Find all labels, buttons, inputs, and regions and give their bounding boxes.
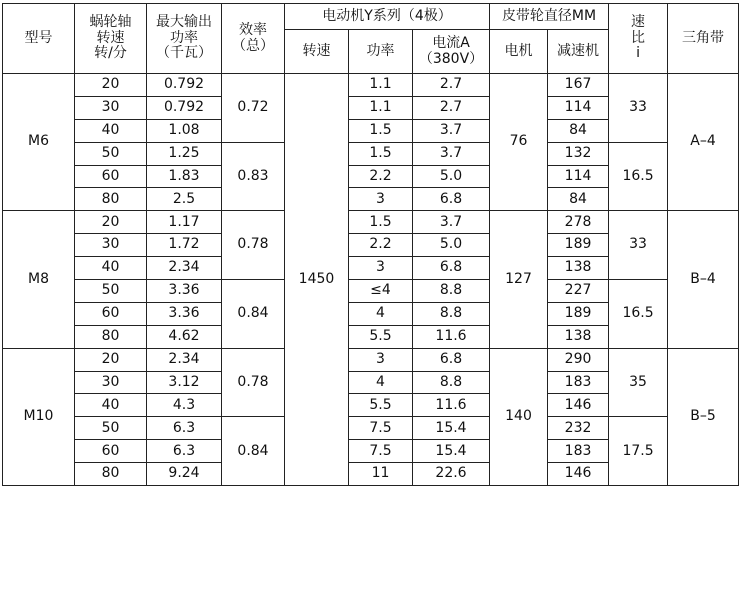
cell-motor-power: 7.5 [349,417,413,440]
cell-motor-current: 15.4 [413,440,490,463]
cell-motor-current: 11.6 [413,394,490,417]
cell-motor-current: 3.7 [413,142,490,165]
cell-worm-speed: 20 [75,74,147,97]
cell-efficiency: 0.78 [222,211,285,280]
cell-motor-power: 1.1 [349,74,413,97]
cell-worm-speed: 20 [75,211,147,234]
cell-model: M8 [3,211,75,348]
cell-motor-current: 5.0 [413,234,490,257]
cell-pulley-reducer: 278 [548,211,609,234]
cell-max-power: 0.792 [147,96,222,119]
reducer-spec-table [2,3,739,486]
header-motor-speed: 转速 [285,30,349,74]
header-pulley-group: 皮带轮直径MM [490,4,609,30]
cell-ratio: 33 [609,211,668,280]
cell-model: M10 [3,348,75,485]
cell-pulley-reducer: 189 [548,302,609,325]
cell-max-power: 9.24 [147,463,222,486]
cell-motor-current: 8.8 [413,280,490,303]
cell-pulley-reducer: 114 [548,96,609,119]
cell-max-power: 3.36 [147,302,222,325]
cell-pulley-reducer: 132 [548,142,609,165]
cell-motor-power: 3 [349,188,413,211]
cell-worm-speed: 40 [75,257,147,280]
cell-motor-speed: 1450 [285,74,349,486]
cell-motor-power: 2.2 [349,165,413,188]
cell-max-power: 1.72 [147,234,222,257]
cell-worm-speed: 50 [75,280,147,303]
cell-pulley-reducer: 146 [548,394,609,417]
cell-motor-power: 5.5 [349,325,413,348]
cell-worm-speed: 20 [75,348,147,371]
cell-efficiency: 0.78 [222,348,285,417]
cell-max-power: 2.5 [147,188,222,211]
cell-motor-current: 2.7 [413,96,490,119]
cell-worm-speed: 50 [75,142,147,165]
cell-motor-power: 1.5 [349,142,413,165]
cell-motor-power: 1.1 [349,96,413,119]
cell-efficiency: 0.84 [222,417,285,486]
cell-pulley-reducer: 114 [548,165,609,188]
cell-pulley-reducer: 138 [548,325,609,348]
header-motor-power: 功率 [349,30,413,74]
table-row [3,348,739,371]
cell-pulley-reducer: 167 [548,74,609,97]
cell-max-power: 0.792 [147,74,222,97]
cell-motor-current: 3.7 [413,211,490,234]
cell-motor-current: 6.8 [413,348,490,371]
cell-pulley-motor: 76 [490,74,548,211]
cell-motor-current: 5.0 [413,165,490,188]
header-vbelt: 三角带 [668,4,739,74]
header-max-power: 最大输出 功率 （千瓦） [147,4,222,74]
cell-pulley-reducer: 183 [548,440,609,463]
cell-efficiency: 0.84 [222,280,285,349]
cell-worm-speed: 40 [75,119,147,142]
cell-worm-speed: 60 [75,302,147,325]
cell-max-power: 1.17 [147,211,222,234]
cell-motor-power: 7.5 [349,440,413,463]
cell-motor-current: 15.4 [413,417,490,440]
cell-motor-power: ≤4 [349,280,413,303]
cell-worm-speed: 60 [75,440,147,463]
spec-table-wrapper [2,3,738,591]
cell-ratio: 33 [609,74,668,143]
cell-motor-current: 22.6 [413,463,490,486]
header-pulley-motor: 电机 [490,30,548,74]
cell-motor-current: 11.6 [413,325,490,348]
header-worm-speed: 蜗轮轴 转速 转/分 [75,4,147,74]
cell-max-power: 4.62 [147,325,222,348]
header-motor-current: 电流A （380V） [413,30,490,74]
cell-worm-speed: 60 [75,165,147,188]
cell-motor-current: 3.7 [413,119,490,142]
cell-motor-power: 1.5 [349,211,413,234]
cell-motor-power: 4 [349,371,413,394]
cell-pulley-reducer: 138 [548,257,609,280]
cell-pulley-motor: 127 [490,211,548,348]
cell-pulley-reducer: 232 [548,417,609,440]
header-ratio: 速 比 i [609,4,668,74]
cell-motor-power: 4 [349,302,413,325]
cell-efficiency: 0.72 [222,74,285,143]
table-row [3,74,739,97]
cell-max-power: 6.3 [147,440,222,463]
cell-motor-power: 3 [349,257,413,280]
cell-ratio: 17.5 [609,417,668,486]
cell-pulley-reducer: 183 [548,371,609,394]
cell-pulley-reducer: 290 [548,348,609,371]
cell-motor-current: 8.8 [413,302,490,325]
header-motor-group: 电动机Y系列（4极） [285,4,490,30]
cell-max-power: 3.36 [147,280,222,303]
cell-ratio: 16.5 [609,280,668,349]
cell-worm-speed: 80 [75,325,147,348]
cell-motor-current: 6.8 [413,188,490,211]
cell-max-power: 3.12 [147,371,222,394]
cell-motor-current: 6.8 [413,257,490,280]
cell-worm-speed: 30 [75,234,147,257]
cell-vbelt: A–4 [668,74,739,211]
table-row [3,211,739,234]
cell-motor-current: 8.8 [413,371,490,394]
cell-pulley-reducer: 189 [548,234,609,257]
cell-motor-power: 3 [349,348,413,371]
cell-max-power: 6.3 [147,417,222,440]
cell-pulley-reducer: 84 [548,188,609,211]
cell-worm-speed: 50 [75,417,147,440]
header-efficiency: 效率 （总） [222,4,285,74]
cell-motor-power: 2.2 [349,234,413,257]
cell-worm-speed: 30 [75,371,147,394]
cell-pulley-reducer: 146 [548,463,609,486]
cell-motor-power: 11 [349,463,413,486]
cell-model: M6 [3,74,75,211]
cell-pulley-motor: 140 [490,348,548,485]
cell-ratio: 16.5 [609,142,668,211]
cell-max-power: 1.25 [147,142,222,165]
cell-worm-speed: 80 [75,188,147,211]
cell-efficiency: 0.83 [222,142,285,211]
table-row [3,280,739,303]
cell-worm-speed: 40 [75,394,147,417]
cell-max-power: 1.83 [147,165,222,188]
cell-vbelt: B–5 [668,348,739,485]
cell-pulley-reducer: 227 [548,280,609,303]
cell-max-power: 4.3 [147,394,222,417]
cell-worm-speed: 80 [75,463,147,486]
cell-max-power: 2.34 [147,348,222,371]
cell-motor-current: 2.7 [413,74,490,97]
header-pulley-reducer: 减速机 [548,30,609,74]
cell-max-power: 2.34 [147,257,222,280]
table-body [3,74,739,486]
cell-worm-speed: 30 [75,96,147,119]
table-row [3,142,739,165]
cell-motor-power: 5.5 [349,394,413,417]
table-row [3,417,739,440]
header-model: 型号 [3,4,75,74]
table-header [3,4,739,74]
cell-pulley-reducer: 84 [548,119,609,142]
cell-motor-power: 1.5 [349,119,413,142]
cell-ratio: 35 [609,348,668,417]
cell-max-power: 1.08 [147,119,222,142]
cell-vbelt: B–4 [668,211,739,348]
